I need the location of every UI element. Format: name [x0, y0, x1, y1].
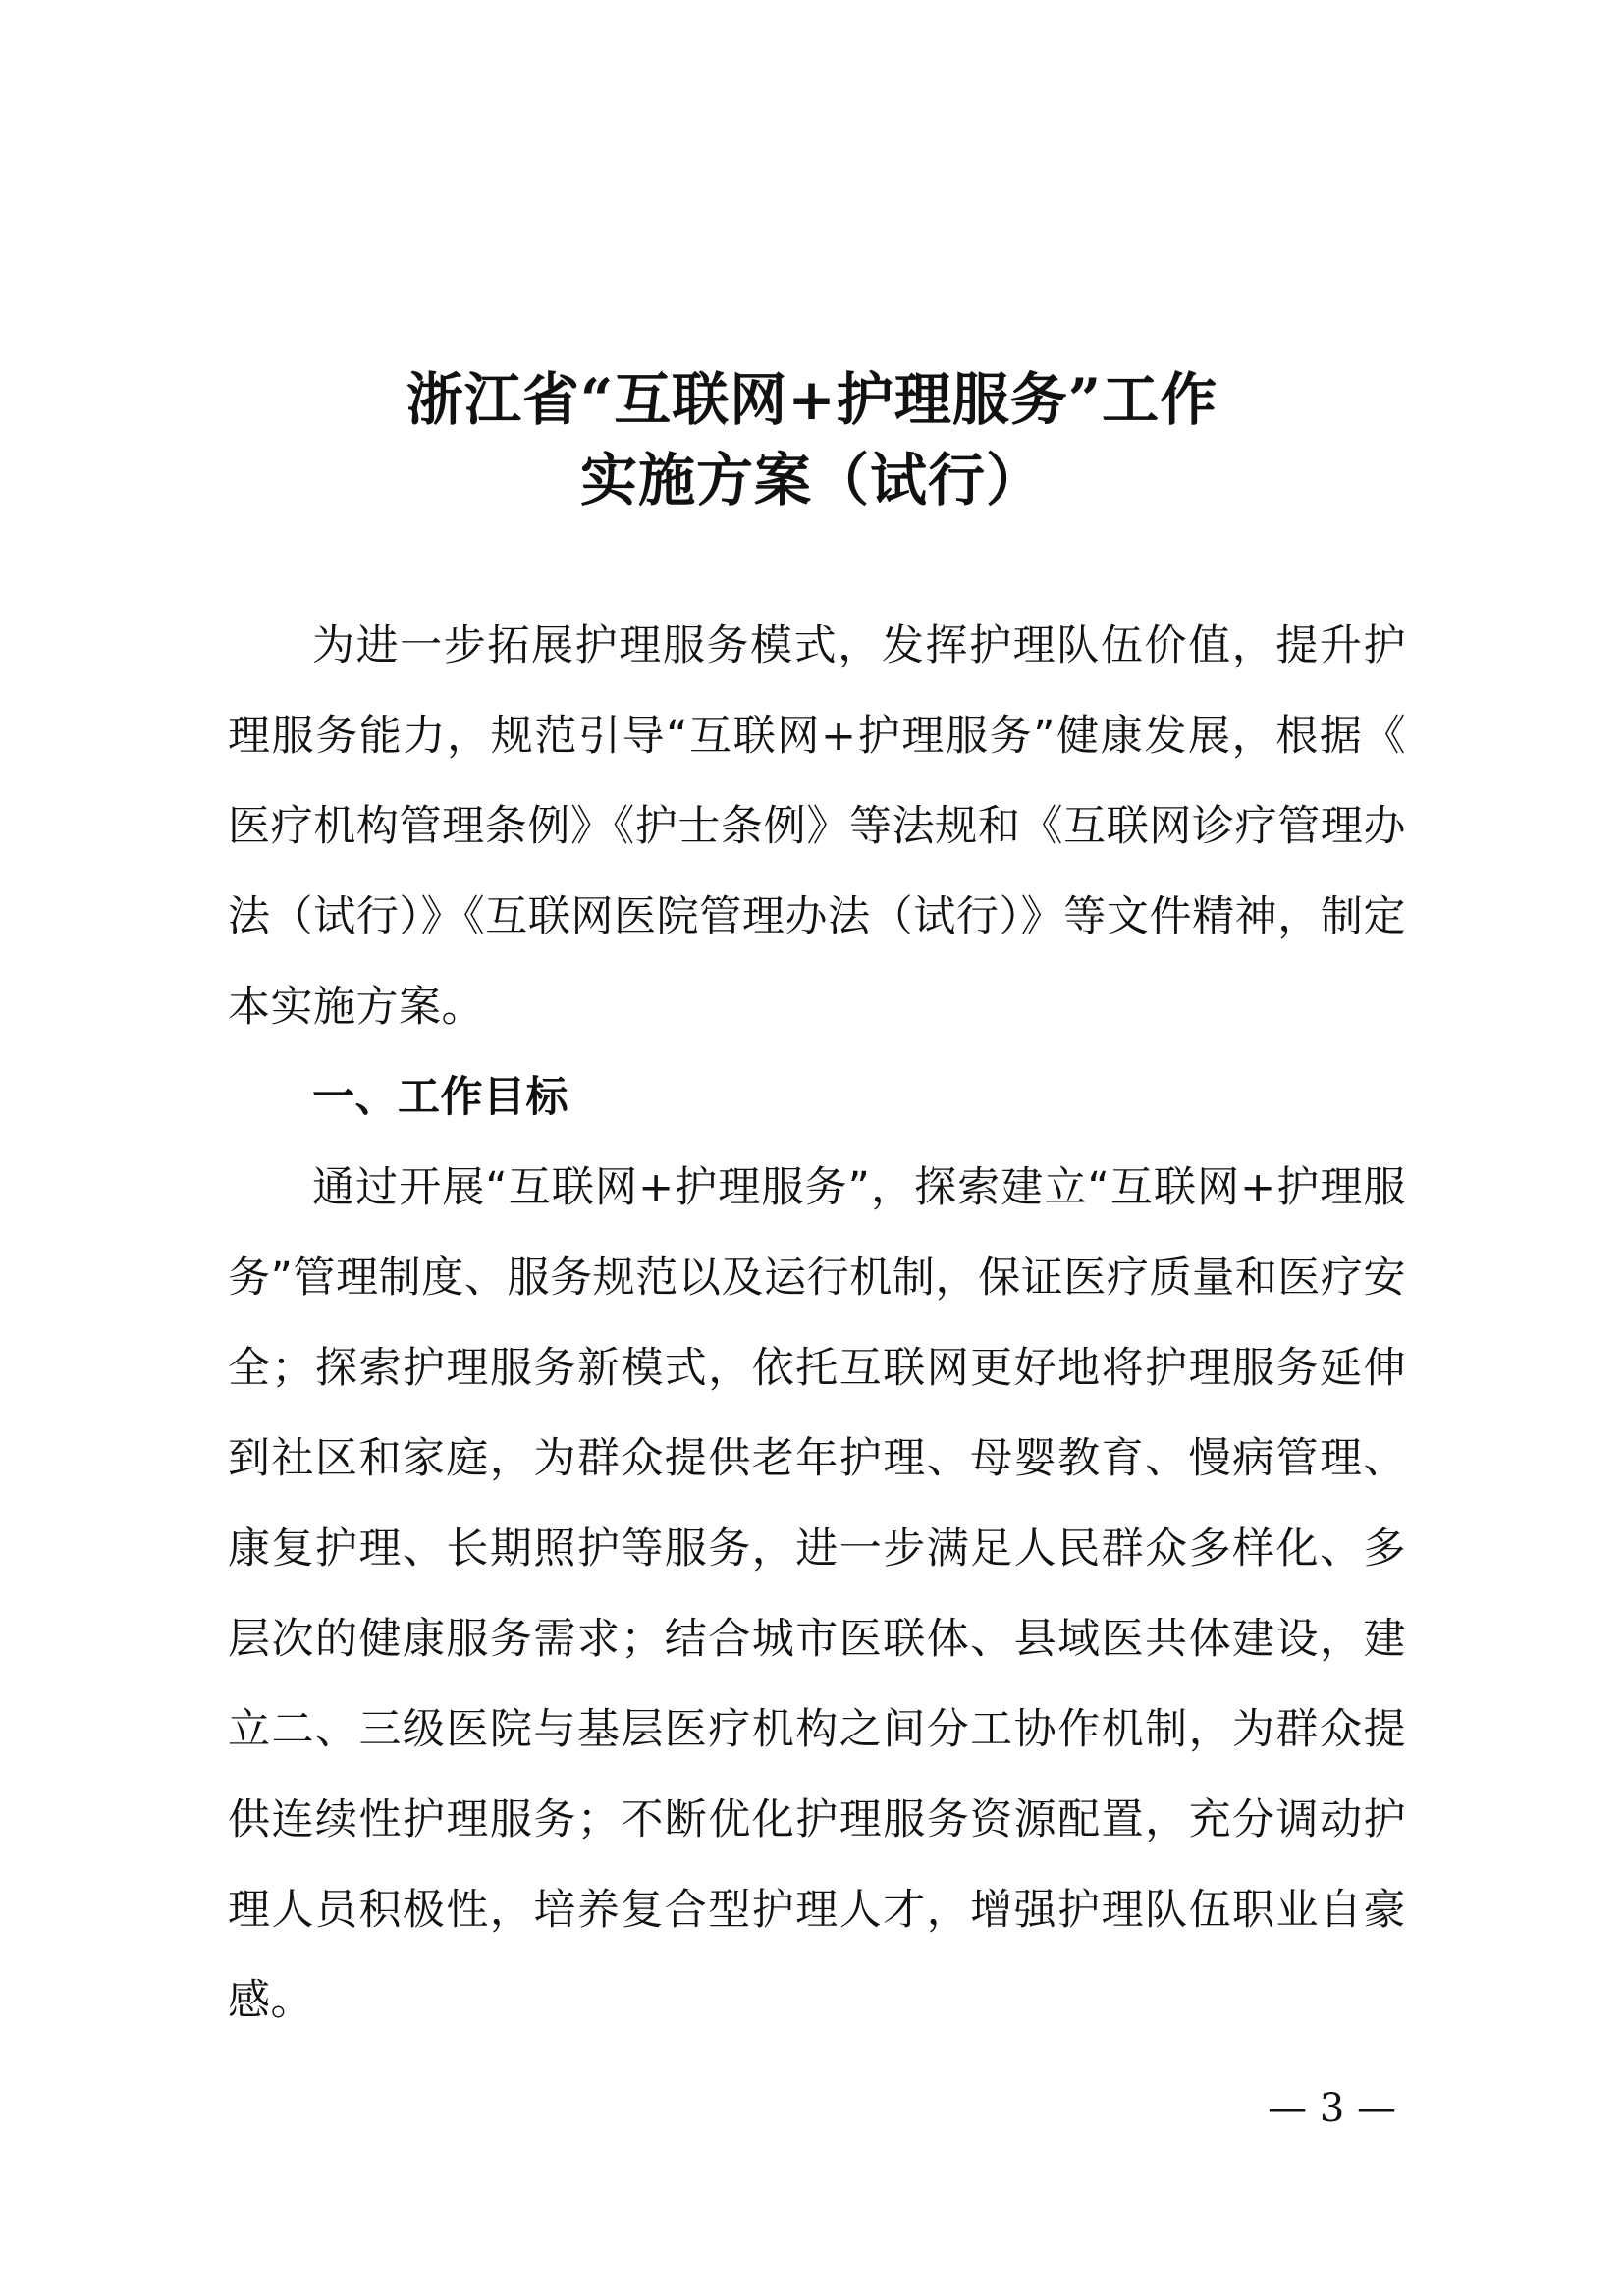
page-number: — 3 —	[1268, 2086, 1396, 2131]
document-body	[228, 601, 1406, 2046]
intro-paragraph: 为进一步拓展护理服务模式，发挥护理队伍价值，提升护理服务能力，规范引导“互联网+护理服务”健康发展，根据《医疗机构管理条例》《护士条例》等法规和《互联网诊疗管理办法（试行）》《互联网医院管理办法（试行）》等文件精神，制定本实施方案。	[228, 621, 1406, 1032]
document-title-line-2: 实施方案（试行）	[579, 447, 1044, 513]
section-1-heading: 一、工作目标	[312, 1073, 568, 1122]
section-1-paragraph: 通过开展“互联网+护理服务”，探索建立“互联网+护理服务”管理制度、服务规范以及运行机制，保证医疗质量和医疗安全；探索护理服务新模式，依托互联网更好地将护理服务延伸到社区和家庭，为群众提供老年护理、母婴教育、慢病管理、康复护理、长期照护等服务，进一步满足人民群众多样化、多层次的健康服务需求；结合城市医联体、县域医共体建设，建立二、三级医院与基层医疗机构之间分工协作机制，为群众提供连续性护理服务；不断优化护理服务资源配置，充分调动护理人员积极性，培养复合型护理人才，增强护理队伍职业自豪感。	[228, 1163, 1406, 2025]
document-title-line-1: 浙江省“互联网+护理服务”工作	[406, 366, 1218, 433]
